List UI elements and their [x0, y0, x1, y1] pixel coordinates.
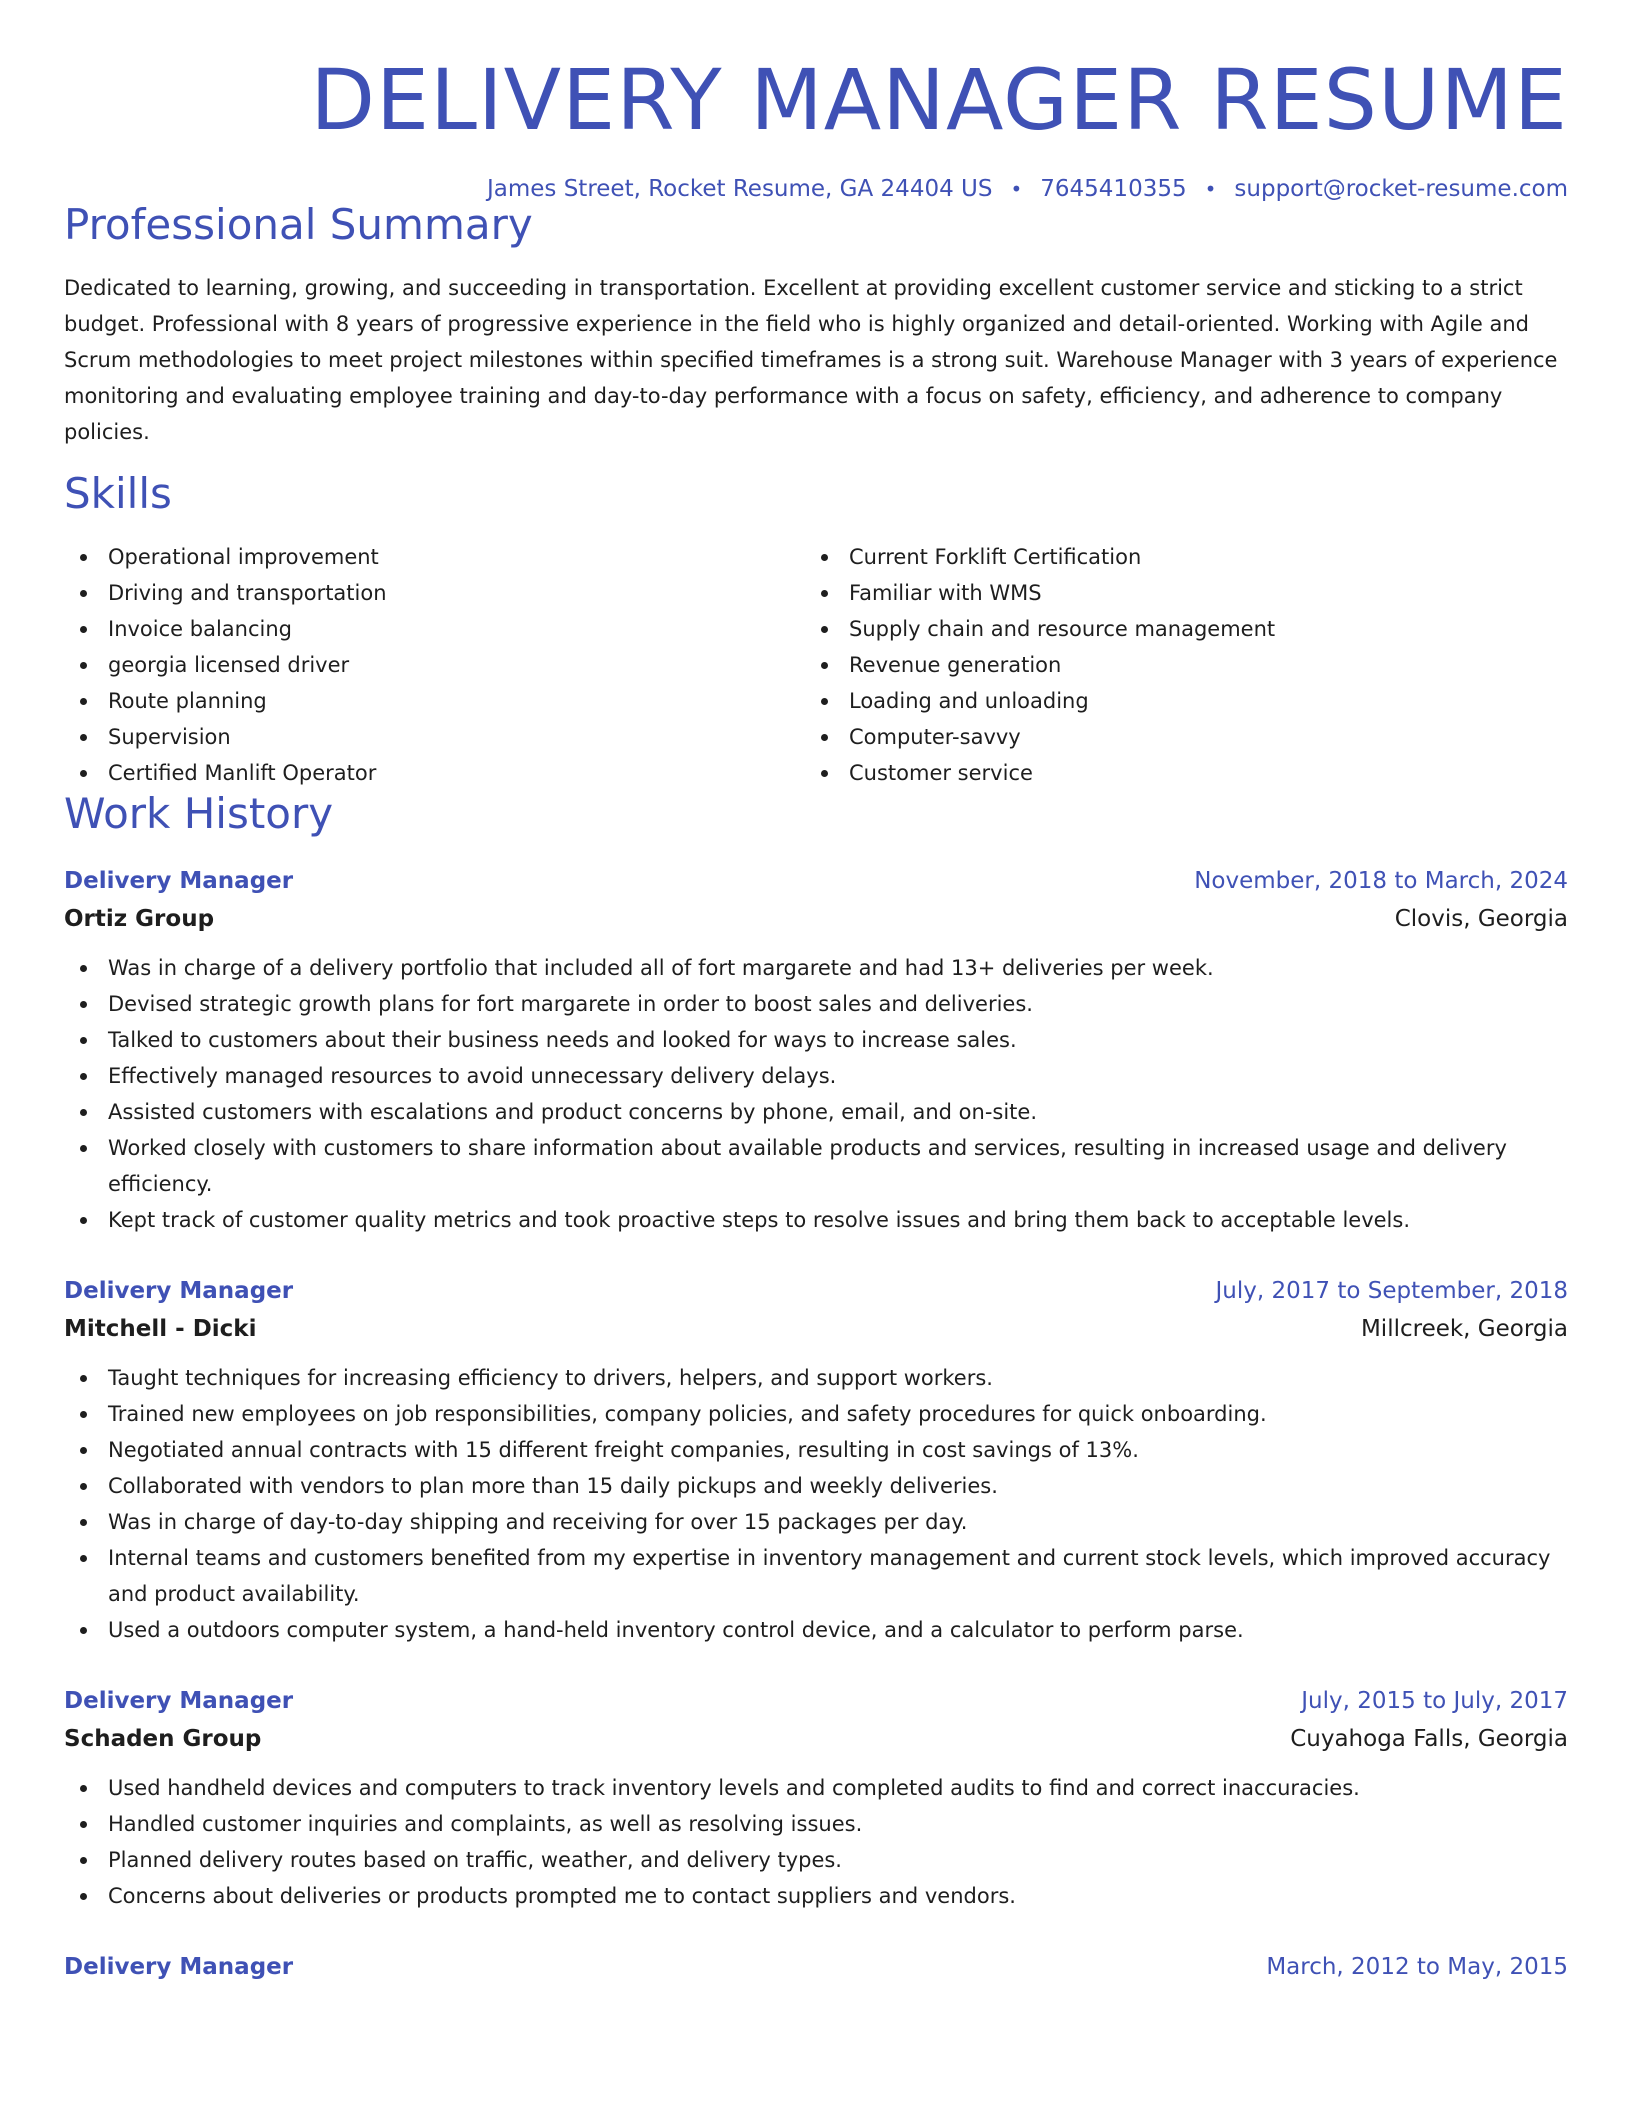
job-entry [64, 862, 1568, 1238]
job-header [64, 1948, 1568, 1986]
summary-heading: Professional Summary [64, 200, 533, 249]
duty-item: Handled customer inquiries and complaints, as well as resolving issues. [64, 1806, 1568, 1842]
job-header [64, 862, 1568, 900]
skill-item: Supply chain and resource management [805, 611, 1546, 647]
job-title: Delivery Manager [64, 1953, 294, 1980]
skill-item: Revenue generation [805, 647, 1546, 683]
skills-list [64, 539, 1568, 791]
duty-item: Talked to customers about their business needs and looked for ways to increase sales. [64, 1022, 1568, 1058]
skill-item: Operational improvement [64, 539, 805, 575]
job-subheader [64, 1310, 1568, 1348]
skill-item: Route planning [64, 683, 805, 719]
skill-item: Invoice balancing [64, 611, 805, 647]
contact-address: James Street, Rocket Resume, GA 24404 US [486, 176, 993, 202]
skill-item: Familiar with WMS [805, 575, 1546, 611]
job-duties [64, 950, 1568, 1238]
duty-item: Was in charge of day-to-day shipping and receiving for over 15 packages per day. [64, 1504, 1568, 1540]
duty-item: Negotiated annual contracts with 15 different freight companies, resulting in cost savings of 13%. [64, 1432, 1568, 1468]
job-entry [64, 1272, 1568, 1648]
job-subheader [64, 1720, 1568, 1758]
duty-item: Effectively managed resources to avoid unnecessary delivery delays. [64, 1058, 1568, 1094]
skill-item: Certified Manlift Operator [64, 755, 805, 791]
job-title: Delivery Manager [64, 867, 294, 894]
duty-item: Trained new employees on job responsibilities, company policies, and safety procedures for quick onboarding. [64, 1396, 1568, 1432]
job-subheader [64, 900, 1568, 938]
job-title: Delivery Manager [64, 1687, 294, 1714]
duty-item: Was in charge of a delivery portfolio that included all of fort margarete and had 13+ deliveries per week. [64, 950, 1568, 986]
work-history-heading: Work History [64, 789, 334, 839]
job-header [64, 1272, 1568, 1310]
skills-column-left [64, 539, 805, 791]
job-entry [64, 1948, 1568, 1986]
job-location: Millcreek, Georgia [1360, 1315, 1568, 1342]
skills-column-right [805, 539, 1546, 791]
duty-item: Planned delivery routes based on traffic, weather, and delivery types. [64, 1842, 1568, 1878]
contact-separator: • [1204, 177, 1217, 201]
skill-item: Current Forklift Certification [805, 539, 1546, 575]
job-entry [64, 1682, 1568, 1914]
job-location: Cuyahoga Falls, Georgia [1290, 1725, 1568, 1752]
job-title: Delivery Manager [64, 1277, 294, 1304]
job-dates: November, 2018 to March, 2024 [1194, 867, 1568, 894]
job-header [64, 1682, 1568, 1720]
job-dates: July, 2017 to September, 2018 [1215, 1277, 1568, 1304]
skill-item: Loading and unloading [805, 683, 1546, 719]
contact-email: support@rocket-resume.com [1234, 176, 1568, 202]
duty-item: Assisted customers with escalations and product concerns by phone, email, and on-site. [64, 1094, 1568, 1130]
skill-item: Supervision [64, 719, 805, 755]
job-company: Ortiz Group [64, 905, 215, 932]
job-dates: March, 2012 to May, 2015 [1266, 1953, 1568, 1980]
duty-item: Internal teams and customers benefited from my expertise in inventory management and current stock levels, which improved accuracy and product availability. [64, 1540, 1568, 1612]
skill-item: georgia licensed driver [64, 647, 805, 683]
job-company: Mitchell - Dicki [64, 1315, 257, 1342]
job-location: Clovis, Georgia [1394, 905, 1568, 932]
job-company: Schaden Group [64, 1725, 262, 1752]
skill-item: Driving and transportation [64, 575, 805, 611]
duty-item: Devised strategic growth plans for fort margarete in order to boost sales and deliveries. [64, 986, 1568, 1022]
duty-item: Kept track of customer quality metrics and took proactive steps to resolve issues and bring them back to acceptable levels. [64, 1202, 1568, 1238]
job-duties [64, 1770, 1568, 1914]
duty-item: Used handheld devices and computers to track inventory levels and completed audits to find and correct inaccuracies. [64, 1770, 1568, 1806]
contact-phone: 7645410355 [1040, 176, 1187, 202]
summary-text: Dedicated to learning, growing, and succeeding in transportation. Excellent at providing excellent customer service and sticking to a strict budget. Professional with 8 years of progressive experience in the field who is highly organized and detail-oriented. Working with Agile and Scrum methodologies to meet project milestones within specified timeframes is a strong suit. Warehouse Manager with 3 years of experience monitoring and evaluating employee training and day-to-day performance with a focus on safety, efficiency, and adherence to company policies. [64, 276, 1558, 445]
duty-item: Collaborated with vendors to plan more than 15 daily pickups and weekly deliveries. [64, 1468, 1568, 1504]
skill-item: Computer-savvy [805, 719, 1546, 755]
skills-heading: Skills [64, 469, 172, 519]
duty-item: Taught techniques for increasing efficiency to drivers, helpers, and support workers. [64, 1360, 1568, 1396]
duty-item: Used a outdoors computer system, a hand-held inventory control device, and a calculator to perform parse. [64, 1612, 1568, 1648]
duty-item: Concerns about deliveries or products prompted me to contact suppliers and vendors. [64, 1878, 1568, 1914]
job-duties [64, 1360, 1568, 1648]
contact-line [64, 176, 1568, 202]
job-dates: July, 2015 to July, 2017 [1301, 1687, 1568, 1714]
duty-item: Worked closely with customers to share information about available products and services, resulting in increased usage and delivery efficiency. [64, 1130, 1568, 1202]
skill-item: Customer service [805, 755, 1546, 791]
contact-separator: • [1010, 177, 1023, 201]
resume-title: DELIVERY MANAGER RESUME [310, 51, 1568, 149]
